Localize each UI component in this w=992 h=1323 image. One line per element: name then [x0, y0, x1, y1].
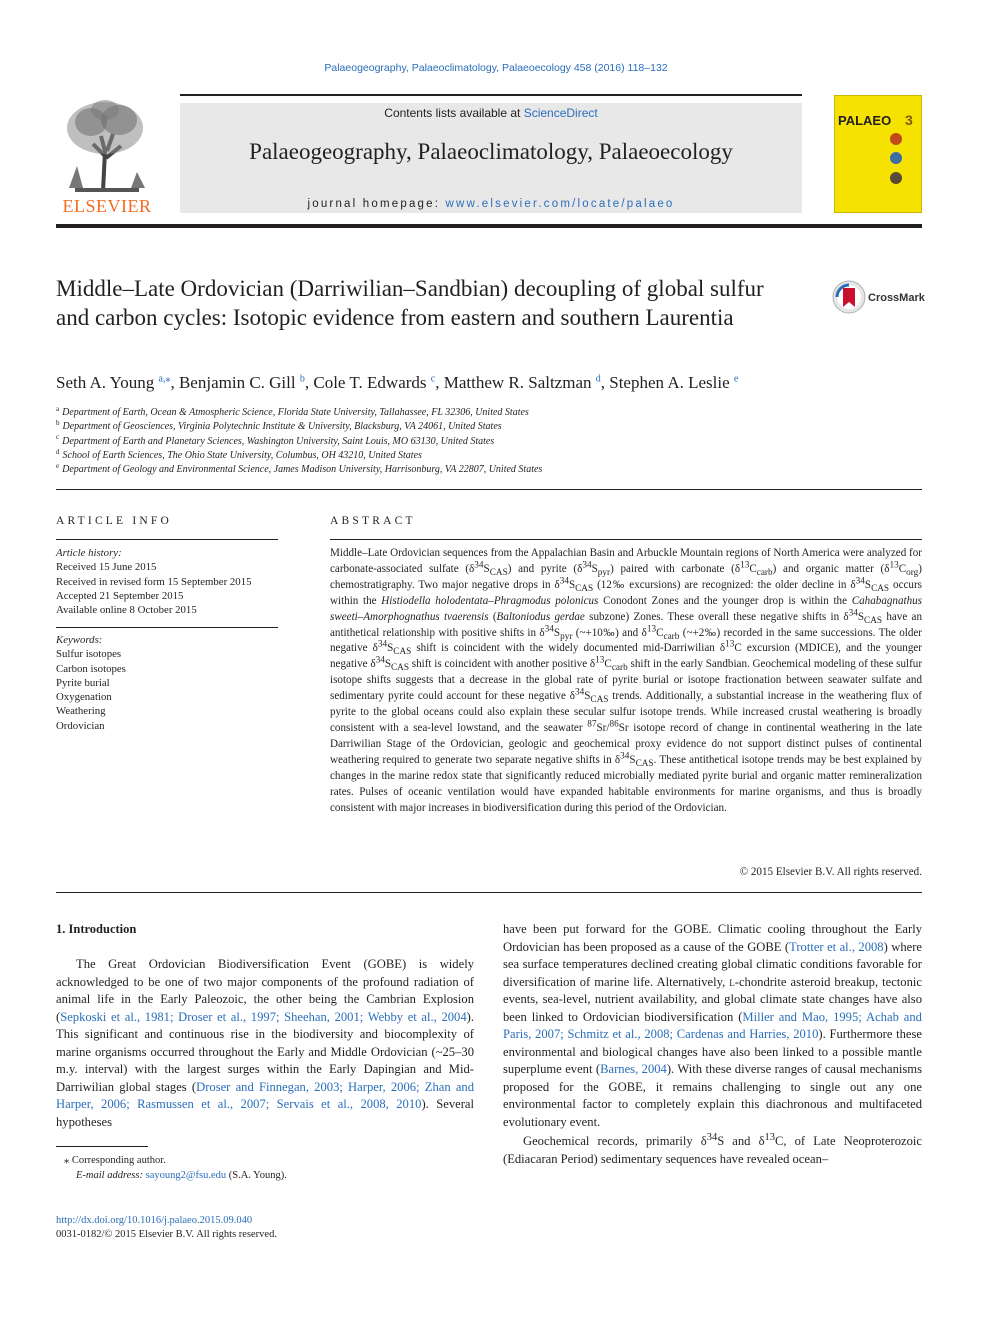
- author-affiliation-marker[interactable]: e: [733, 373, 739, 385]
- cover-image-dot: [890, 172, 902, 184]
- article-info-heading: ARTICLE INFO: [56, 515, 172, 527]
- affiliation-key: d: [56, 447, 60, 456]
- affiliation-key: b: [56, 418, 60, 427]
- journal-citation-link[interactable]: Palaeogeography, Palaeoclimatology, Palaeoecology 458 (2016) 118–132: [324, 62, 668, 74]
- author-name[interactable]: Stephen A. Leslie: [609, 373, 730, 392]
- body-column-right: have been put forward for the GOBE. Climatic cooling throughout the Early Ordovician has been proposed as a cause of the GOBE (Trotter et al., 2008) where sea surface temperatures declined creating global climatic conditions favorable for diversification of marine life. Alternatively, l-chondrite asteroid breakup, tectonic events, sea-level, nutrient availability, and global climate state changes have also been linked to Ordovician biodiversification (Miller and Mao, 1995; Achab and Paris, 2007; Schmitz et al., 2008; Cardenas and Harries, 2010). Furthermore these environmental and biological changes have also been linked to a possible mantle superplume event (Barnes, 2004). With these diverse ranges of causal mechanisms proposed for the GOBE, it remains challenging to single out any one environmental factor to completely explain this diachronous and multifaceted evolutionary event. Geochemical records, primarily $\delta^{34}S$ and $\delta^{13}C$, of Late Neoproterozoic (Ediacaran Period) sedimentary sequences have revealed ocean–: [503, 922, 923, 1166]
- history-item: Received in revised form 15 September 2015: [56, 575, 252, 588]
- abstract-body: Middle–Late Ordovician sequences from the Appalachian Basin and Arbuckle Mountain regions of North America were analyzed for carbonate-associated sulfate $(\delta^{34}S_{CAS})$ and pyrite $(\delta^{34}S_{pyr})$ paired with carbonate $(\delta^{13}C_{carb})$ and organic matter $(\delta^{13}C_{org})$ chemostratigraphy. Two major negative drops in $\delta^{34}S_{CAS}$ (12‰ excursions) are recognized: the older decline in $\delta^{34}S_{CAS}$ occurs within the Histiodella holodentata–Phragmodus polonicus Conodont Zones and the younger drop is within the Cahabagnathus sweeti–Amorphognathus tvaerensis (Baltoniodus gerdae subzone) Zones. These overall these negative shifts in $\delta^{34}S_{CAS}$ have an antithetical relationship with positive shifts in $\delta^{34}S_{pyr}$ (~+10‰) and $\delta^{13}C_{carb}$ (~+2‰) recorded in the same successions. The older negative $\delta^{34}S_{CAS}$ shift is coincident with the widely documented mid-Darriwilian $\delta^{13}C$ excursion (MDICE), and the younger negative $\delta^{34}S_{CAS}$ shift is coincident with another positive $\delta^{13}C_{carb}$ shift in the early Sandbian. Geochemical modeling of these sulfur isotope shifts suggests that a decrease in the global rate of pyrite burial or isotope fractionation between seawater sulfate and sedimentary pyrite could account for these negative $\delta^{34}S_{CAS}$ trends. Additionally, a substantial increase in the weathering flux of pyrite to the global oceans could also explain these secular sulfur isotope trends. While increased crustal weathering is broadly consistent with a sea-level lowstand, and the seawater $^{87}$Sr/$^{86}$Sr isotope record of change in continental weathering in the late Darriwilian Stage of the Ordovician, geologic and geochemical proxy evidence do not support distinct pulses of continental weathering required to generate two separate negative shifts in $\delta^{34}S_{CAS}$. These antithetical isotope trends may be best explained by changes in the marine redox state that significantly reduced microbially mediated pyrite burial and organic matter remineralization rates. Pulses of oceanic ventilation would have expanded habitable environments for marine organisms, and thus is broadly consistent with major increases in biodiversification during this period of the Ordovician.: [330, 547, 923, 814]
- author-name[interactable]: Cole T. Edwards: [313, 373, 427, 392]
- crossmark-icon[interactable]: [832, 280, 866, 314]
- history-label: Article history:: [56, 547, 122, 559]
- affiliation-text: School of Earth Sciences, The Ohio State University, Columbus, OH 43210, United States: [62, 449, 422, 461]
- affiliation-item: [56, 406, 922, 420]
- keywords-label: Keywords:: [56, 634, 103, 646]
- citation-link[interactable]: Miller and Mao, 1995; Achab and Paris, 2007; Schmitz et al., 2008; Cardenas and Harries, 2010: [503, 1009, 922, 1041]
- crossmark-label[interactable]: CrossMark: [868, 292, 925, 304]
- history-item: Available online 8 October 2015: [56, 604, 197, 617]
- author-name[interactable]: Benjamin C. Gill: [178, 373, 296, 392]
- affiliation-text: Department of Geology and Environmental Science, James Madison University, Harrisonburg, VA 22807, United States: [62, 464, 543, 476]
- affiliation-item: [56, 449, 922, 463]
- keywords-rule: [56, 627, 278, 628]
- author-affiliation-marker[interactable]: a,⁎: [158, 373, 171, 385]
- doi-link[interactable]: http://dx.doi.org/10.1016/j.palaeo.2015.09.040: [56, 1215, 253, 1226]
- article-history: [56, 546, 278, 617]
- issn-line: 0031-0182/© 2015 Elsevier B.V. All rights reserved.: [56, 1229, 277, 1241]
- corresponding-author-footnote: [56, 1154, 474, 1183]
- author-name[interactable]: Seth A. Young: [56, 373, 155, 392]
- author-affiliation-marker[interactable]: b: [299, 373, 305, 385]
- abstract-divider: [56, 892, 922, 893]
- asterisk-marker: ⁎: [64, 1155, 70, 1166]
- masthead-top-rule: [180, 94, 802, 96]
- citation-link[interactable]: Trotter et al., 2008: [789, 939, 884, 954]
- introduction-heading: 1. Introduction: [56, 922, 137, 936]
- journal-title: Palaeogeography, Palaeoclimatology, Palaeoecology: [249, 139, 733, 164]
- cover-image-dot: [890, 133, 902, 145]
- elsevier-wordmark: ELSEVIER: [62, 196, 152, 216]
- sciencedirect-link[interactable]: ScienceDirect: [523, 106, 598, 120]
- affiliation-item: [56, 463, 922, 477]
- affiliation-key: c: [56, 433, 60, 442]
- cover-title: PALAEO: [838, 113, 892, 128]
- keyword-item: Pyrite burial: [56, 676, 110, 689]
- header-divider: [56, 224, 922, 228]
- history-item: Accepted 21 September 2015: [56, 589, 184, 602]
- contents-prefix: Contents lists available at: [384, 106, 524, 120]
- affiliation-text: Department of Geosciences, Virginia Polytechnic Institute & University, Blacksburg, VA 24061, United States: [62, 421, 502, 433]
- abstract-copyright: © 2015 Elsevier B.V. All rights reserved.: [739, 866, 922, 878]
- author-affiliation-marker[interactable]: c: [430, 373, 436, 385]
- abstract-heading: ABSTRACT: [330, 515, 416, 527]
- keyword-item: Sulfur isotopes: [56, 648, 122, 661]
- corresponding-label: Corresponding author.: [71, 1155, 166, 1166]
- keyword-list: [56, 633, 278, 733]
- affiliation-text: Department of Earth and Planetary Sciences, Washington University, Saint Louis, MO 63130, United States: [62, 435, 495, 447]
- email-suffix: (S.A. Young).: [228, 1169, 287, 1181]
- journal-homepage-line: [180, 198, 802, 210]
- keyword-item: Ordovician: [56, 719, 105, 732]
- email-label: E-mail address:: [76, 1169, 143, 1181]
- contents-availability-line: [180, 106, 802, 120]
- affiliation-key: a: [56, 404, 60, 413]
- affiliation-item: [56, 420, 922, 434]
- affiliation-key: e: [56, 461, 60, 470]
- email-link[interactable]: sayoung2@fsu.edu: [145, 1169, 227, 1181]
- author-list: Seth A. Young $^{a,⁎}$, Benjamin C. Gill $^b$, Cole T. Edwards $^c$, Matthew R. Saltzman $^d$, Stephen A. Leslie $^e$: [56, 373, 739, 392]
- body-column-left: The Great Ordovician Biodiversification Event (GOBE) is widely acknowledged to be one of two major components of the profound radiation of animal life in the Early Paleozoic, the other being the Cambrian Explosion (Sepkoski et al., 1981; Droser et al., 1997; Sheehan, 2001; Webby et al., 2004). This significant and continuous rise in the biodiversity and biocomplexity of marine organisms occurred throughout the Early and Middle Ordovician (~25–30 m.y. interval) with the largest surges within the Early Dapingian and Mid-Darriwilian global stages (Droser and Finnegan, 2003; Harper, 2006; Zhan and Harper, 2006; Rasmussen et al., 2007; Servais et al., 2008, 2010). Several hypotheses: [56, 957, 475, 1129]
- keyword-item: Weathering: [56, 705, 106, 718]
- citation-link[interactable]: Droser and Finnegan, 2003; Harper, 2006; Zhan and Harper, 2006; Rasmussen et al., 2007; Servais et al., 2008, 2010: [56, 1079, 475, 1111]
- author-affiliation-marker[interactable]: d: [595, 373, 601, 385]
- cover-number: 3: [905, 112, 913, 128]
- affiliation-text: Department of Earth, Ocean & Atmospheric Science, Florida State University, Tallahassee, FL 32306, United States: [62, 407, 529, 418]
- journal-homepage-link[interactable]: www.elsevier.com/locate/palaeo: [445, 198, 675, 210]
- citation-link[interactable]: Barnes, 2004: [600, 1062, 667, 1076]
- article-title: Middle–Late Ordovician (Darriwilian–Sandbian) decoupling of global sulfur and carbon cycles: Isotopic evidence from eastern and southern Laurentia: [56, 276, 764, 330]
- keyword-item: Carbon isotopes: [56, 662, 126, 675]
- affiliation-divider: [56, 489, 922, 490]
- abstract-rule: [330, 539, 922, 540]
- homepage-prefix: journal homepage:: [307, 198, 446, 210]
- affiliation-item: [56, 435, 922, 449]
- cover-image-dot: [890, 152, 902, 164]
- citation-link[interactable]: Sepkoski et al., 1981; Droser et al., 1997; Sheehan, 2001; Webby et al., 2004: [60, 1009, 467, 1024]
- history-item: Received 15 June 2015: [56, 561, 157, 574]
- article-info-rule: [56, 539, 278, 540]
- footnote-rule: [56, 1146, 148, 1147]
- keyword-item: Oxygenation: [56, 691, 112, 704]
- author-name[interactable]: Matthew R. Saltzman: [443, 373, 592, 392]
- doi-block: [56, 1214, 456, 1243]
- affiliation-list: [56, 406, 922, 477]
